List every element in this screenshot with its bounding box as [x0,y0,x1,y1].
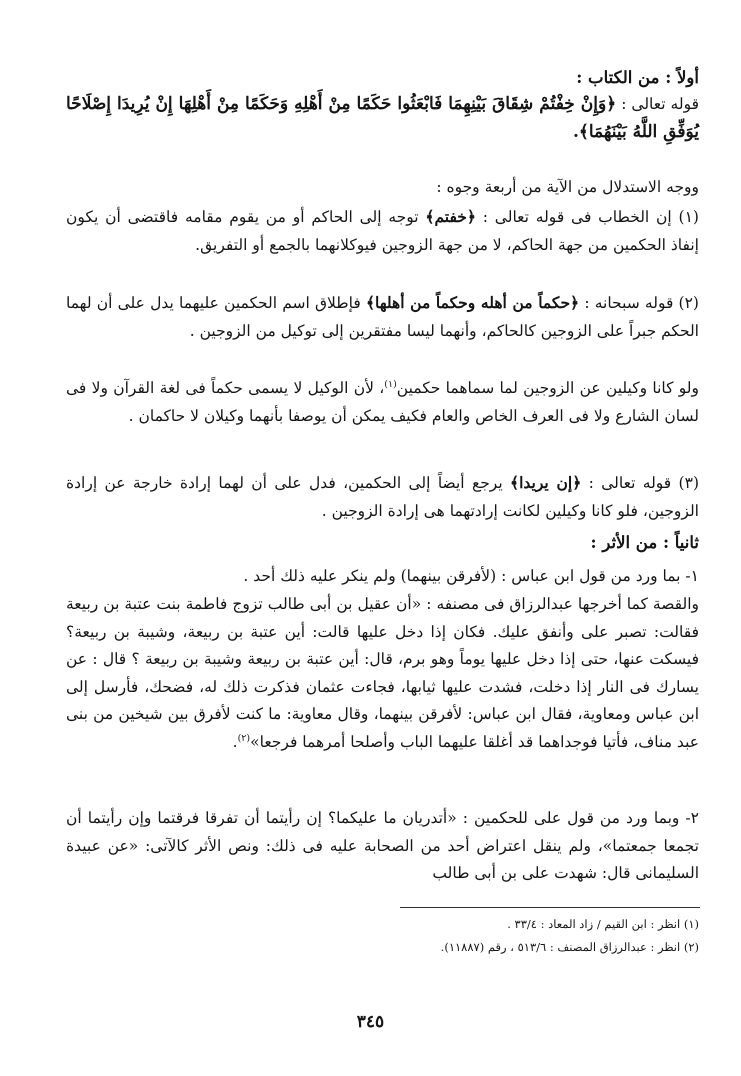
paragraph-4 [66,469,699,525]
footnotes [66,913,699,959]
paragraph-7 [66,805,699,888]
heading-from-book [66,64,699,92]
paragraph-2 [66,289,699,345]
quran-verse-block [66,91,699,146]
p4-text-b: يرجع أيضاً إلى الحكمين، فدل على أن لهما إرادة خارجة عن إرادة الزوجين، فلو كانا وكيلين لكانت إرادتهما هى إرادة الزوجين . [66,474,699,520]
footnote-ref-2: (٢) [237,732,251,744]
footnote-ref-1: (١) [384,378,397,390]
footnote-divider [400,907,700,908]
paragraph-3 [66,375,699,430]
section-heading: أولاً : من الكتاب : [576,68,699,87]
footnote-2: (٢) انظر : عبدالرزاق المصنف : ٥١٣/٦ ، رقم (١١٨٨٧). [440,940,699,954]
quran-intro: قوله تعالى : [621,95,699,113]
p2-quote: ﴿حكماً من أهله وحكماً من أهلها﴾ [365,293,580,312]
quran-verse: ﴿وَإِنْ خِفْتُمْ شِقَاقَ بَيْنِهِمَا فَابْعَثُوا حَكَمًا مِنْ أَهْلِهِ وَحَكَمًا مِنْ أَهْلِهَا إِنْ يُرِيدَا إِصْلَاحًا يُوَفِّقِ اللَّهُ بَيْنَهُمَا﴾. [66,94,699,142]
p5-text: ١- بما ورد من قول ابن عباس : (لأفرقن بينهما) ولم ينكر عليه ذلك أحد . [243,567,699,585]
p2-text-a: (٢) قوله سبحانه : [584,294,699,312]
p4-text-a: (٣) قوله تعالى : [588,474,699,492]
footnote-1: (١) انظر : ابن القيم / زاد المعاد : ٣٣/٤ . [507,917,699,931]
paragraph-6 [66,591,699,757]
section-heading-2: ثانياً : من الأثر : [590,533,699,552]
p3-text-a: ولو كانا وكيلين عن الزوجين لما سماهما حكمين [396,379,699,397]
p1-text-b: توجه إلى الحاكم أو من يقوم مقامه فاقتضى أن يكون إنفاذ الحكمين من جهة الحاكم، لا من جهة الزوجين فيوكلانهما بالجمع أو التفريق. [66,208,699,254]
p6-text-b: . [232,732,238,751]
heading-from-athar [66,529,699,557]
paragraph-1 [66,203,699,259]
p3-text-b: ، لأن الوكيل لا يسمى حكماً فى لغة القرآن ولا فى لسان الشارع ولا فى العرف الخاص والعام فكيف يمكن أن يوصفا بأنهما وكيلان لا حاكمان . [66,379,699,425]
p7-text: ٢- وبما ورد من قول على للحكمين : «أتدريان ما عليكما؟ إن رأيتما أن تفرقا فرقتما وإن رأيتما أن تجمعا جمعتما»، ولم ينقل اعتراض أحد من الصحابة عليه فى ذلك: ونص الأثر كالآتى: «عن عبيدة السليمانى قال: شهدت على بن أبى طالب [66,809,699,883]
paragraph-5 [66,563,699,591]
p2-text-b: فإطلاق اسم الحكمين عليهما يدل على أن لهما الحكم جبراً على الزوجين كالحاكم، وأنهما ليسا مفتقرين إلى توكيل من الزوجين . [66,294,699,340]
p4-quote: ﴿إن يريدا﴾ [510,473,582,492]
intro-text: ووجه الاستدلال من الآية من أربعة وجوه : [436,178,699,196]
p6-text-a: والقصة كما أخرجها عبدالرزاق فى مصنفه : «أن عقيل بن أبى طالب تزوج فاطمة بنت عتبة بن ربيعة فقالت: تصبر على وأنفق عليك. فكان إذا دخل عليها قالت: أين عتبة بن ربيعة، وشيبة بن ربيعة؟ فيسكت عنها، حتى إذا دخل عليها يوماً وهو برم، قال: أين عتبة بن ربيعة وشيبة بن ربيعة ؟ قال : عن يسارك فى النار إذا دخلت، فشدت عليها ثيابها، فجاءت عثمان فذكرت ذلك له، فضحك، فأرسل إلى ابن عباس ومعاوية، فقال ابن عباس: لأفرقن بينهما، وقال معاوية: ما كنت لأفرق بين شيخين من بنى عبد مناف، فأتيا فوجداهما قد أغلقا عليهما الباب وأصلحا أمرهما فرجعا» [66,595,699,751]
p1-text-a: (١) إن الخطاب فى قوله تعالى : [482,208,699,226]
intro-line [66,174,699,202]
page-number: ٣٤٥ [356,1012,385,1032]
p1-quote: ﴿خفتم﴾ [425,207,476,226]
